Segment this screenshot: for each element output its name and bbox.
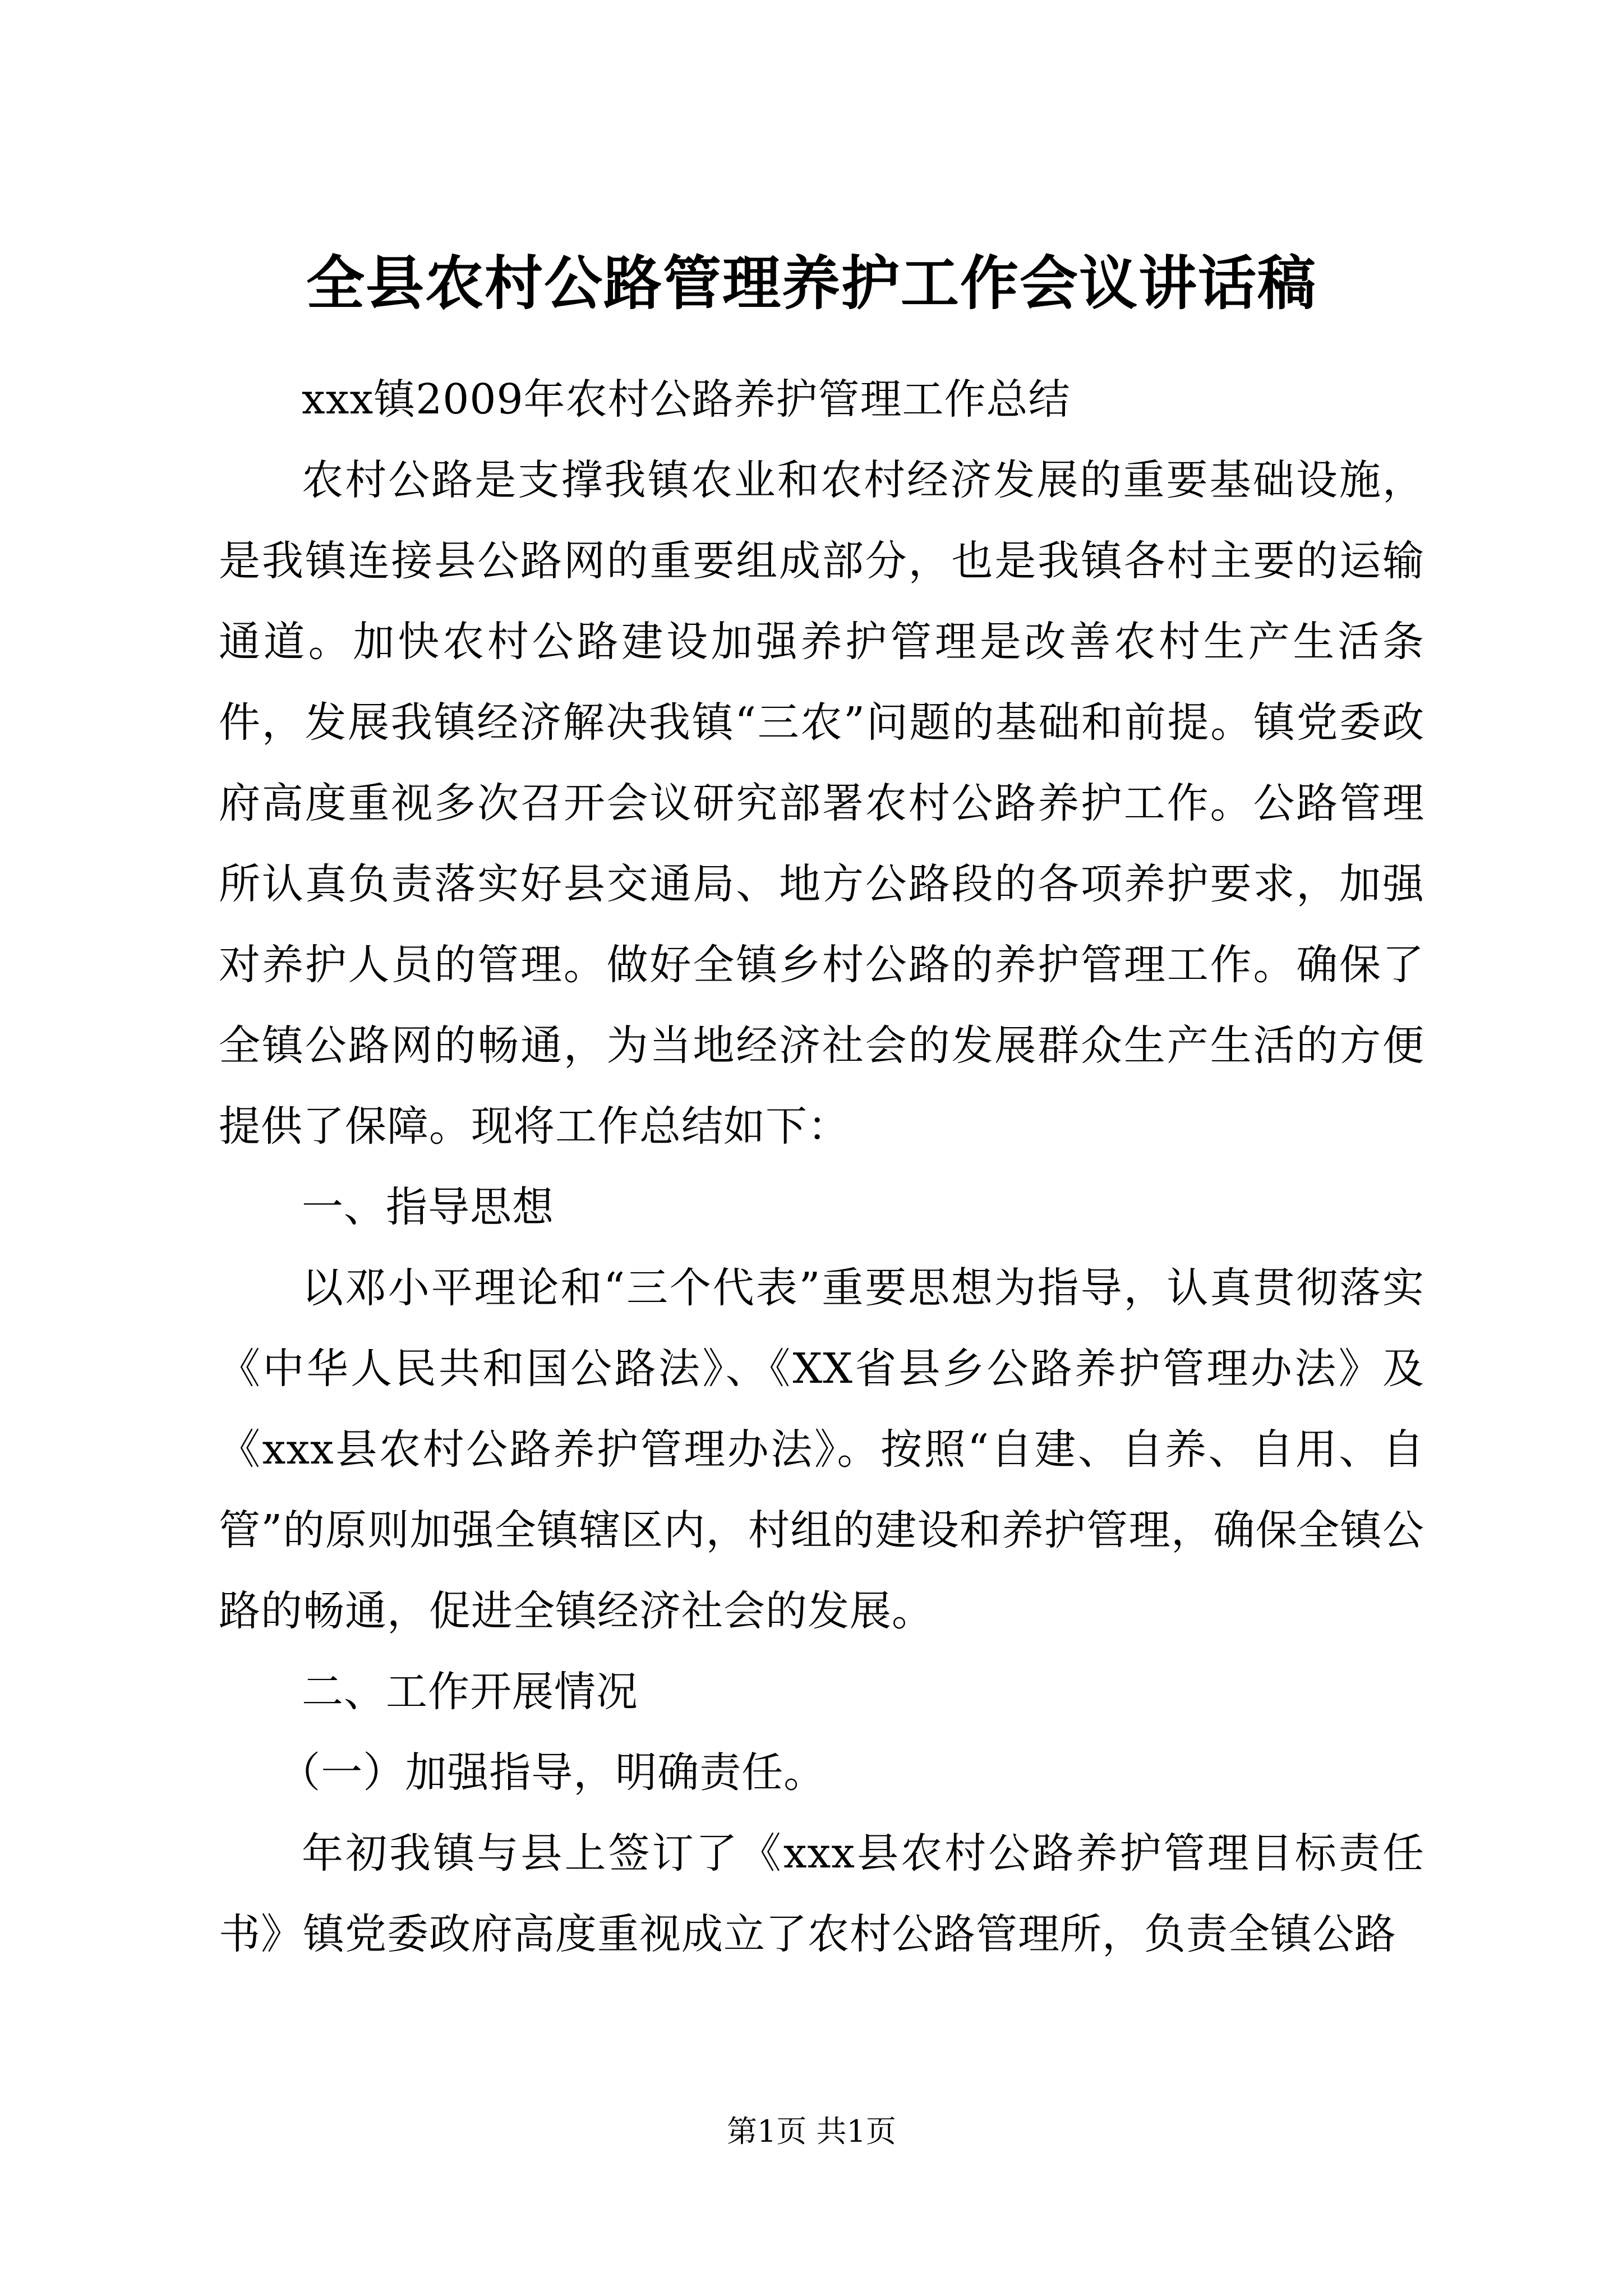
guidance-paragraph: 年初我镇与县上签订了《xxx县农村公路养护管理目标责任书》镇党委政府高度重视成立了农村公路管理所，负责全镇公路 <box>219 1829 1424 1958</box>
document-body <box>219 359 1424 1975</box>
section-heading-work-progress: 二、工作开展情况 <box>302 1668 638 1716</box>
subtitle-paragraph: xxx镇2009年农村公路养护管理工作总结 <box>302 375 1071 424</box>
subsection-heading-guidance: （一）加强指导，明确责任。 <box>279 1749 826 1797</box>
document-title: 全县农村公路管理养护工作会议讲话稿 <box>306 249 1317 318</box>
guiding-ideology-paragraph: 以邓小平理论和“三个代表”重要思想为指导，认真贯彻落实《中华人民共和国公路法》、《XX省县乡公路养护管理办法》及《xxx县农村公路养护管理办法》。按照“自建、自养、自用、自管”的原则加强全镇辖区内，村组的建设和养护管理，确保全镇公路的畅通，促进全镇经济社会的发展。 <box>219 1264 1424 1635</box>
page-footer: 第1页 共1页 <box>727 2114 896 2149</box>
section-heading-guiding-ideology: 一、指导思想 <box>302 1183 554 1231</box>
intro-paragraph: 农村公路是支撑我镇农业和农村经济发展的重要基础设施，是我镇连接县公路网的重要组成部分，也是我镇各村主要的运输通道。加快农村公路建设加强养护管理是改善农村生产生活条件，发展我镇经济解决我镇“三农”问题的基础和前提。镇党委政府高度重视多次召开会议研究部署农村公路养护工作。公路管理所认真负责落实好县交通局、地方公路段的各项养护要求，加强对养护人员的管理。做好全镇乡村公路的养护管理工作。确保了全镇公路网的畅通，为当地经济社会的发展群众生产生活的方便提供了保障。现将工作总结如下： <box>219 456 1424 1151</box>
